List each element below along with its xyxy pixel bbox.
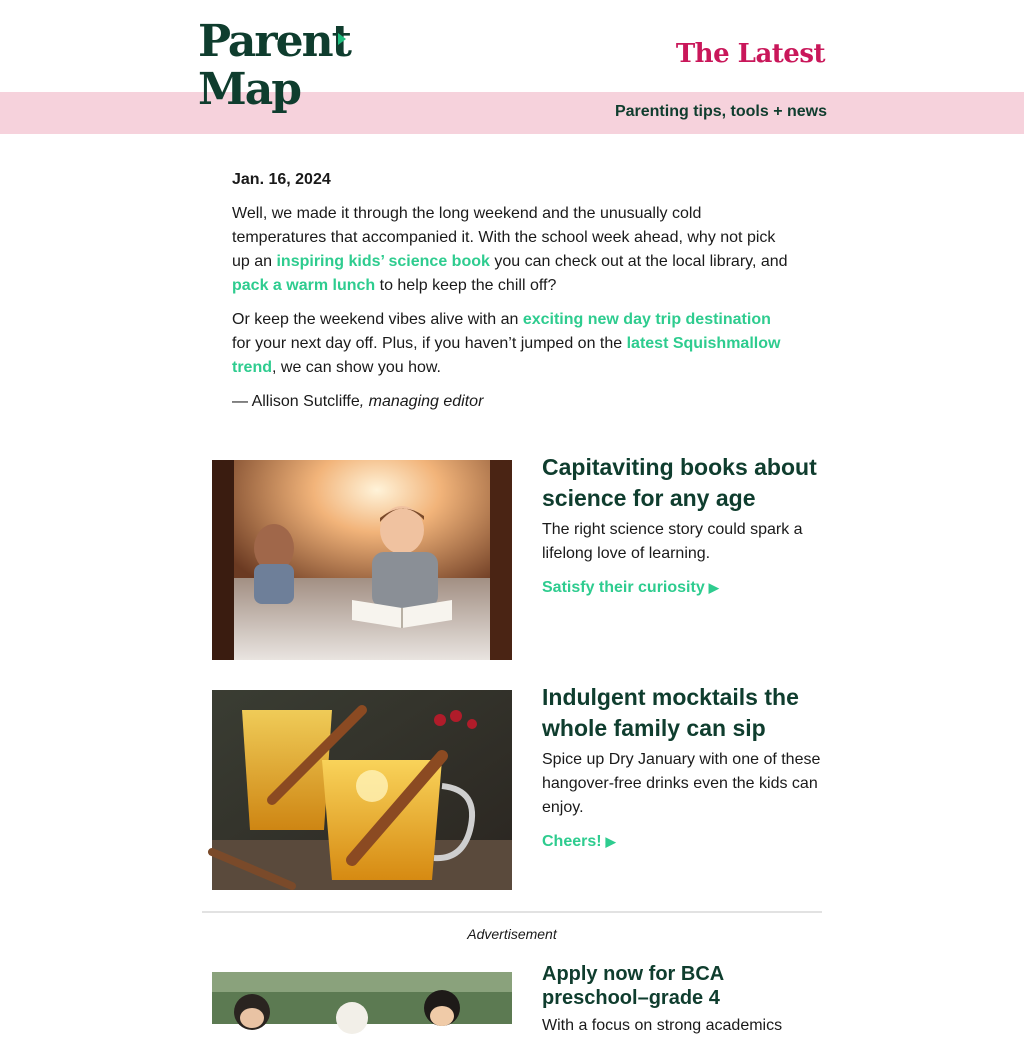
day-trip-link[interactable]: exciting new day trip destination: [522, 311, 771, 328]
play-arrow-icon: ▶: [605, 834, 616, 849]
logo-line-2: Map: [198, 64, 300, 115]
science-book-link[interactable]: inspiring kids’ science book: [276, 253, 490, 270]
tagline-band: [0, 92, 1024, 134]
children-reading-photo[interactable]: [212, 460, 512, 660]
intro-paragraph-2: [232, 308, 792, 380]
intro-text: you can check out at the local library, and: [489, 253, 788, 270]
intro-text: Well, we made it through the long weekend and the unusually cold temperatures that accompanied it. With the school week ahead, why not pick up an: [232, 205, 776, 270]
tagline: Parenting tips, tools + news: [614, 103, 827, 120]
intro-text: , we can show you how.: [272, 359, 441, 376]
intro-paragraph-1: [232, 202, 792, 298]
ad-description: With a focus on strong academics: [542, 1017, 783, 1034]
article-card: [212, 682, 822, 892]
article-content: [542, 682, 824, 854]
cheers-link[interactable]: [542, 830, 824, 854]
hot-cider-mugs-photo[interactable]: [212, 690, 512, 890]
ad-card: [212, 962, 822, 1034]
intro-text: for your next day off. Plus, if you haven’t jumped on the: [232, 335, 627, 352]
cta-label: Cheers!: [542, 833, 602, 850]
signature-name: — Allison Sutcliffe: [232, 393, 360, 410]
logo-line-1: Parent: [198, 16, 350, 67]
play-arrow-icon: ▶: [708, 580, 719, 595]
article-description: The right science story could spark a lifelong love of learning.: [542, 521, 803, 562]
ad-title[interactable]: Apply now for BCA preschool–grade 4: [542, 963, 724, 1009]
article-card: [212, 452, 822, 662]
issue-date: Jan. 16, 2024: [232, 171, 331, 188]
divider: [202, 911, 822, 913]
intro-text: Or keep the weekend vibes alive with an: [232, 311, 523, 328]
ad-content: [542, 962, 824, 1048]
cta-label: Satisfy their curiosity: [542, 579, 705, 596]
header: [0, 0, 1024, 92]
intro-text: to help keep the chill off?: [375, 277, 557, 294]
newsletter-title: The Latest: [675, 39, 825, 69]
students-group-photo[interactable]: [212, 972, 512, 1024]
article-description: Spice up Dry January with one of these hangover-free drinks even the kids can enjoy.: [542, 751, 821, 816]
logo-play-icon: [338, 33, 346, 45]
intro-section: [232, 168, 792, 424]
signature-role: , managing editor: [359, 393, 484, 410]
signature: [232, 390, 792, 414]
article-title[interactable]: Capitaviting books about science for any age: [542, 454, 817, 511]
advertisement-label: Advertisement: [467, 926, 557, 942]
satisfy-curiosity-link[interactable]: [542, 576, 824, 600]
article-content: [542, 452, 824, 600]
warm-lunch-link[interactable]: pack a warm lunch: [232, 277, 376, 294]
parentmap-logo[interactable]: [198, 18, 358, 122]
squishmallow-link[interactable]: latest Squishmallow trend: [232, 335, 781, 376]
article-title[interactable]: Indulgent mocktails the whole family can sip: [542, 684, 799, 741]
